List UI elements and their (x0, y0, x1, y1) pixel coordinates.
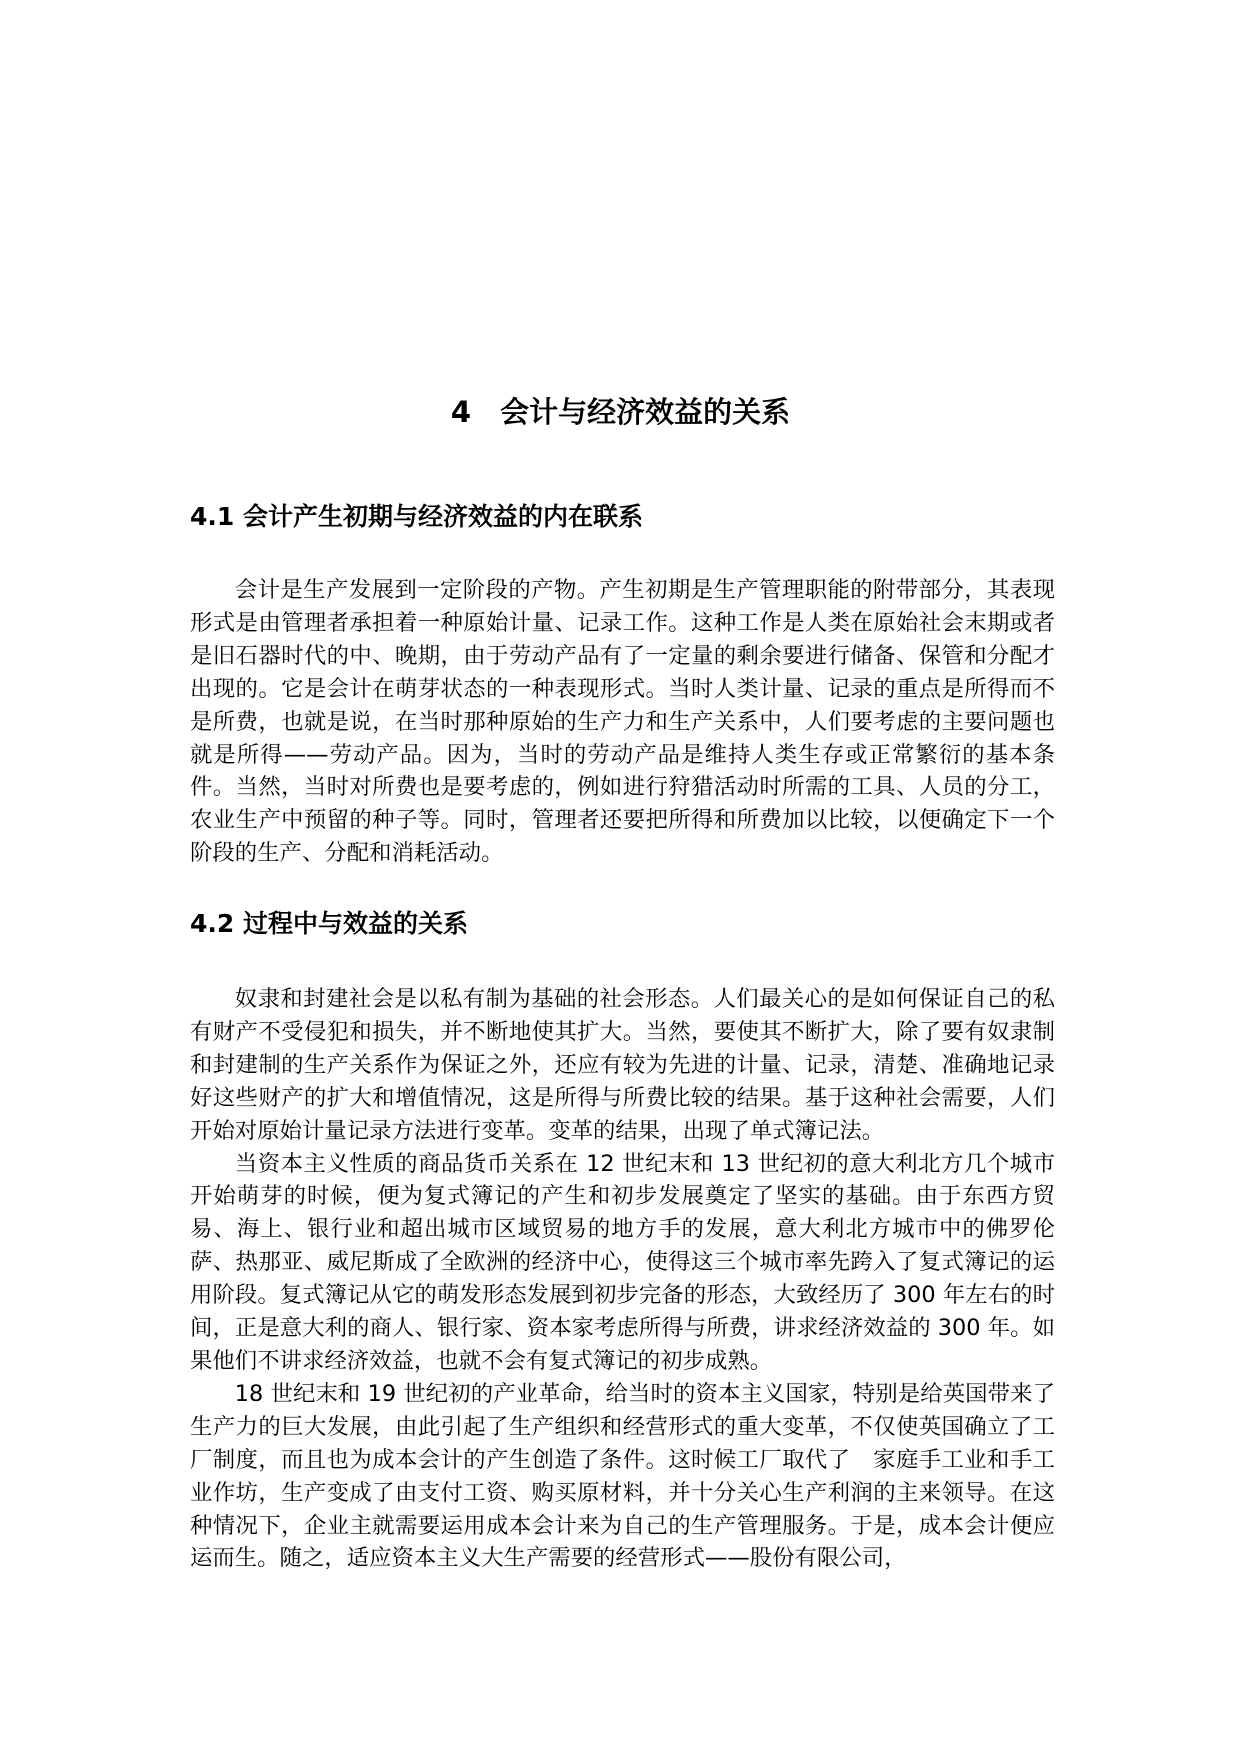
section-4-2-body (190, 983, 1055, 1575)
paragraph: 奴隶和封建社会是以私有制为基础的社会形态。人们最关心的是如何保证自己的私有财产不受侵犯和损失，并不断地使其扩大。当然，要使其不断扩大，除了要有奴隶制和封建制的生产关系作为保证之外，还应有较为先进的计量、记录，清楚、准确地记录好这些财产的扩大和增值情况，这是所得与所费比较的结果。基于这种社会需要，人们开始对原始计量记录方法进行变革。变革的结果，出现了单式簿记法。 (190, 986, 1055, 1144)
section-heading-4-1: 4.1 会计产生初期与经济效益的内在联系 (190, 502, 643, 531)
paragraph: 18 世纪末和 19 世纪初的产业革命，给当时的资本主义国家，特别是给英国带来了生产力的巨大发展，由此引起了生产组织和经营形式的重大变革，不仅使英国确立了工厂制度，而且也为成本会计的产生创造了条件。这时候工厂取代了 家庭手工业和手工业作坊，生产变成了由支付工资、购买原材料，并十分关心生产利润的主来领导。在这种情况下，企业主就需要运用成本会计来为自己的生产管理服务。于是，成本会计便应运而生。随之，适应资本主义大生产需要的经营形式——股份有限公司， (190, 1380, 1055, 1572)
section-4-1-body (190, 574, 1055, 870)
paragraph: 会计是生产发展到一定阶段的产物。产生初期是生产管理职能的附带部分，其表现形式是由管理者承担着一种原始计量、记录工作。这种工作是人类在原始社会末期或者是旧石器时代的中、晚期，由于劳动产品有了一定量的剩余要进行储备、保管和分配才出现的。它是会计在萌芽状态的一种表现形式。当时人类计量、记录的重点是所得而不是所费，也就是说，在当时那种原始的生产力和生产关系中，人们要考虑的主要问题也就是所得——劳动产品。因为，当时的劳动产品是维持人类生存或正常繁衍的基本条件。当然，当时对所费也是要考虑的，例如进行狩猎活动时所需的工具、人员的分工，农业生产中预留的种子等。同时，管理者还要把所得和所费加以比较，以便确定下一个阶段的生产、分配和消耗活动。 (190, 577, 1055, 867)
section-heading-4-2: 4.2 过程中与效益的关系 (190, 909, 468, 938)
paragraph: 当资本主义性质的商品货币关系在 12 世纪末和 13 世纪初的意大利北方几个城市开始萌芽的时候，便为复式簿记的产生和初步发展奠定了坚实的基础。由于东西方贸易、海上、银行业和超出城市区域贸易的地方手的发展，意大利北方城市中的佛罗伦萨、热那亚、威尼斯成了全欧洲的经济中心，使得这三个城市率先跨入了复式簿记的运用阶段。复式簿记从它的萌发形态发展到初步完备的形态，大致经历了 300 年左右的时间，正是意大利的商人、银行家、资本家考虑所得与所费，讲求经济效益的 300 年。如果他们不讲求经济效益，也就不会有复式簿记的初步成熟。 (190, 1150, 1055, 1374)
chapter-title: 4 会计与经济效益的关系 (450, 395, 791, 429)
